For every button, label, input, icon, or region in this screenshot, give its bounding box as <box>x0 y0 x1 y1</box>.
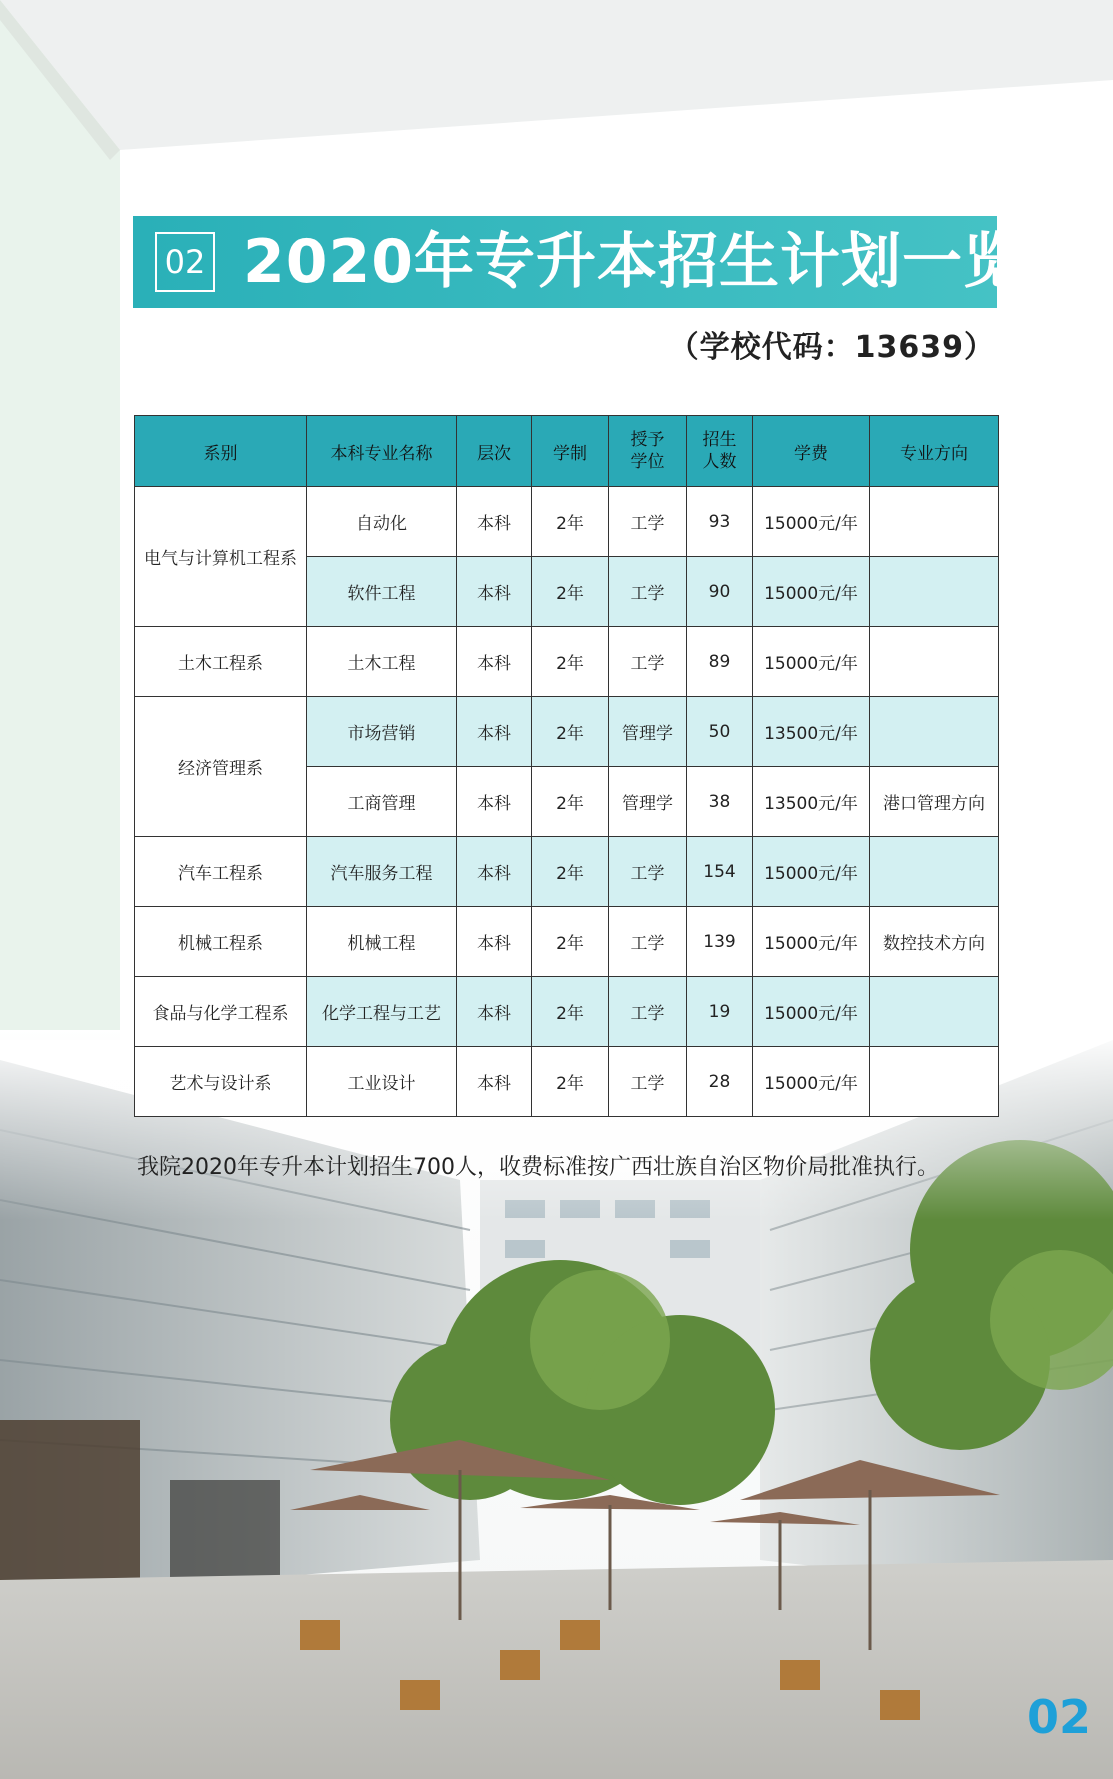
cell-major: 化学工程与工艺 <box>307 977 457 1047</box>
cell-degree: 工学 <box>609 837 687 907</box>
cell-fee: 15000元/年 <box>753 1047 870 1117</box>
cell-count: 93 <box>687 487 753 557</box>
section-number-badge: 02 <box>155 232 215 292</box>
cell-direction: 数控技术方向 <box>870 907 999 977</box>
cell-fee: 15000元/年 <box>753 487 870 557</box>
cell-department: 土木工程系 <box>135 627 307 697</box>
enrollment-plan-table <box>134 415 999 1117</box>
cell-level: 本科 <box>457 697 532 767</box>
cell-level: 本科 <box>457 557 532 627</box>
cell-degree: 工学 <box>609 1047 687 1117</box>
cell-level: 本科 <box>457 977 532 1047</box>
cell-duration: 2年 <box>532 837 609 907</box>
cell-fee: 15000元/年 <box>753 837 870 907</box>
cell-department: 经济管理系 <box>135 697 307 837</box>
cell-direction <box>870 697 999 767</box>
cell-direction <box>870 557 999 627</box>
table-row <box>135 697 999 767</box>
cell-level: 本科 <box>457 487 532 557</box>
cell-level: 本科 <box>457 627 532 697</box>
cell-duration: 2年 <box>532 977 609 1047</box>
cell-fee: 15000元/年 <box>753 907 870 977</box>
cell-count: 50 <box>687 697 753 767</box>
cell-department: 电气与计算机工程系 <box>135 487 307 627</box>
page-number: 02 <box>1027 1690 1092 1744</box>
cell-major: 机械工程 <box>307 907 457 977</box>
cell-department: 食品与化学工程系 <box>135 977 307 1047</box>
cell-department: 汽车工程系 <box>135 837 307 907</box>
cell-duration: 2年 <box>532 907 609 977</box>
table-row <box>135 627 999 697</box>
table-row <box>135 977 999 1047</box>
header-direction: 专业方向 <box>870 416 999 487</box>
header-degree: 授予 学位 <box>609 416 687 487</box>
cell-degree: 工学 <box>609 627 687 697</box>
cell-major: 市场营销 <box>307 697 457 767</box>
cell-count: 38 <box>687 767 753 837</box>
header-major: 本科专业名称 <box>307 416 457 487</box>
cell-level: 本科 <box>457 767 532 837</box>
cell-degree: 管理学 <box>609 697 687 767</box>
cell-direction <box>870 837 999 907</box>
cell-level: 本科 <box>457 907 532 977</box>
cell-direction <box>870 627 999 697</box>
cell-duration: 2年 <box>532 697 609 767</box>
enrollment-note: 我院2020年专升本计划招生700人，收费标准按广西壮族自治区物价局批准执行。 <box>137 1155 939 1180</box>
cell-duration: 2年 <box>532 627 609 697</box>
cell-department: 机械工程系 <box>135 907 307 977</box>
cell-count: 89 <box>687 627 753 697</box>
title-banner <box>133 216 1085 308</box>
table-row <box>135 1047 999 1117</box>
cell-major: 工业设计 <box>307 1047 457 1117</box>
cell-count: 28 <box>687 1047 753 1117</box>
cell-direction <box>870 487 999 557</box>
cell-direction: 港口管理方向 <box>870 767 999 837</box>
header-count: 招生 人数 <box>687 416 753 487</box>
cell-level: 本科 <box>457 837 532 907</box>
cell-count: 154 <box>687 837 753 907</box>
cell-major: 汽车服务工程 <box>307 837 457 907</box>
table-header-row <box>135 416 999 487</box>
cell-duration: 2年 <box>532 487 609 557</box>
cell-duration: 2年 <box>532 767 609 837</box>
cell-fee: 15000元/年 <box>753 557 870 627</box>
cell-major: 自动化 <box>307 487 457 557</box>
cell-count: 139 <box>687 907 753 977</box>
cell-major: 土木工程 <box>307 627 457 697</box>
cell-direction <box>870 977 999 1047</box>
cell-fee: 15000元/年 <box>753 627 870 697</box>
cell-count: 90 <box>687 557 753 627</box>
cell-fee: 15000元/年 <box>753 977 870 1047</box>
cell-degree: 工学 <box>609 907 687 977</box>
cell-duration: 2年 <box>532 557 609 627</box>
cell-count: 19 <box>687 977 753 1047</box>
cell-degree: 工学 <box>609 487 687 557</box>
cell-fee: 13500元/年 <box>753 767 870 837</box>
cell-major: 工商管理 <box>307 767 457 837</box>
table-row <box>135 837 999 907</box>
cell-fee: 13500元/年 <box>753 697 870 767</box>
page-title: 2020年专升本招生计划一览表 <box>243 227 1085 297</box>
header-duration: 学制 <box>532 416 609 487</box>
cell-major: 软件工程 <box>307 557 457 627</box>
cell-direction <box>870 1047 999 1117</box>
cell-degree: 工学 <box>609 977 687 1047</box>
cell-duration: 2年 <box>532 1047 609 1117</box>
header-fee: 学费 <box>753 416 870 487</box>
cell-degree: 管理学 <box>609 767 687 837</box>
cell-degree: 工学 <box>609 557 687 627</box>
cell-department: 艺术与设计系 <box>135 1047 307 1117</box>
table-row <box>135 487 999 557</box>
cell-level: 本科 <box>457 1047 532 1117</box>
header-department: 系别 <box>135 416 307 487</box>
school-code: （学校代码：13639） <box>668 330 995 365</box>
table-row <box>135 907 999 977</box>
header-level: 层次 <box>457 416 532 487</box>
